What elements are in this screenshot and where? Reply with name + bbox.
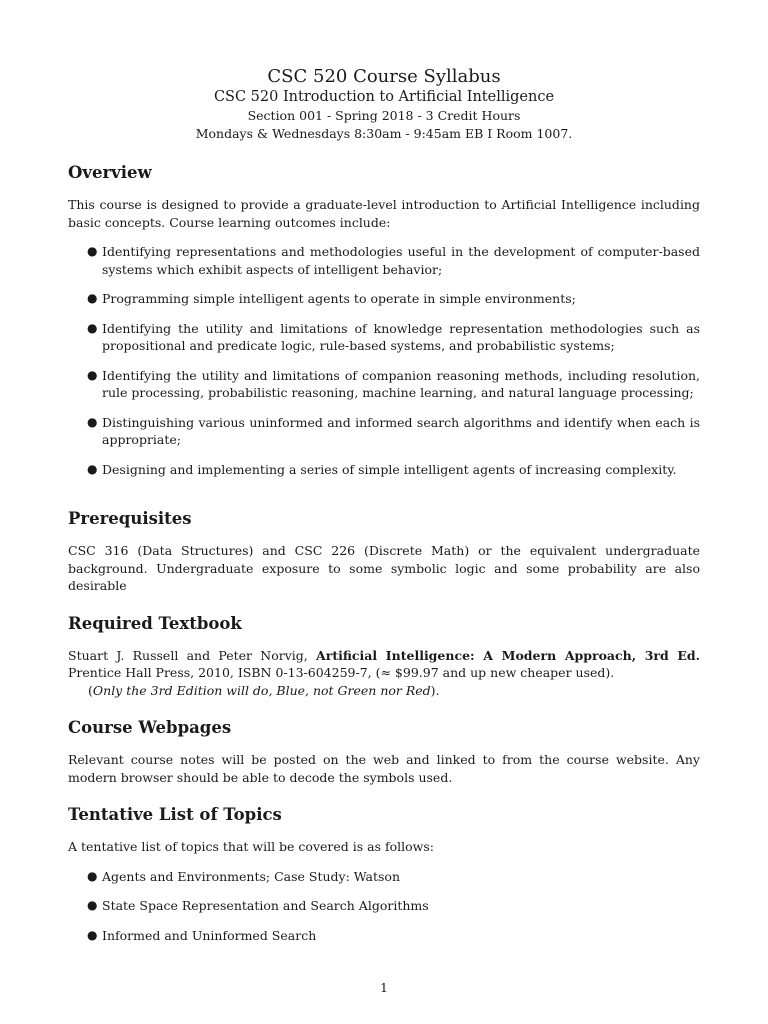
list-item: ● Distinguishing various uninformed and informed search algorithms and identify when each is appropriate; <box>87 414 700 447</box>
document-header <box>0 66 768 142</box>
document-title: CSC 520 Course Syllabus <box>267 66 501 87</box>
list-item: ● Identifying the utility and limitations of knowledge representation methodologies such as propositional and predicate logic, rule-based systems, and probabilistic systems; <box>87 320 700 353</box>
outcomes-list <box>68 243 700 478</box>
bullet-icon: ● <box>87 367 98 382</box>
schedule-info: Mondays & Wednesdays 8:30am - 9:45am EB I Room 1007. <box>195 125 573 141</box>
bullet-icon: ● <box>87 244 98 258</box>
prerequisites-section <box>68 508 700 595</box>
topics-section <box>68 804 700 944</box>
topics-list <box>68 868 700 945</box>
textbook-authors: Stuart J. Russell and Peter Norvig, <box>68 647 308 663</box>
bullet-icon: ● <box>87 927 98 942</box>
textbook-title: Artificial Intelligence: A Modern Approach, 3rd Ed. <box>316 647 701 663</box>
list-item: ● Designing and implementing a series of simple intelligent agents of increasing complexity. <box>87 461 677 477</box>
prerequisites-heading: Prerequisites <box>68 509 192 528</box>
bullet-icon: ● <box>87 414 98 429</box>
webpages-heading: Course Webpages <box>68 718 232 737</box>
bullet-icon: ● <box>87 461 98 476</box>
list-item: ● Agents and Environments; Case Study: Watson <box>87 868 400 884</box>
textbook-section <box>68 613 700 700</box>
course-name: CSC 520 Introduction to Artificial Intelligence <box>213 89 555 105</box>
bullet-icon: ● <box>87 291 98 305</box>
list-item: ● Identifying representations and methodologies useful in the development of computer-based systems which exhibit aspects of intelligent behavior; <box>87 244 700 277</box>
topics-heading: Tentative List of Topics <box>68 805 282 824</box>
document-body <box>68 162 700 956</box>
overview-heading: Overview <box>68 163 152 182</box>
textbook-heading: Required Textbook <box>68 613 242 633</box>
bullet-icon: ● <box>87 868 98 883</box>
webpages-text: Relevant course notes will be posted on the web and linked to from the course website. Any modern browser should be able to decode the symbols used. <box>68 752 700 785</box>
list-item: ● Programming simple intelligent agents to operate in simple environments; <box>87 291 576 306</box>
bullet-icon: ● <box>87 320 98 335</box>
list-item: ● Informed and Uninformed Search <box>87 927 317 943</box>
textbook-publisher: Prentice Hall Press, 2010, ISBN 0-13-604259-7, (≈ $99.97 and up new cheaper used). <box>68 665 615 680</box>
bullet-icon: ● <box>87 898 98 912</box>
list-item: ● State Space Representation and Search Algorithms <box>87 898 429 913</box>
section-info: Section 001 - Spring 2018 - 3 Credit Hours <box>247 108 521 123</box>
prerequisites-text: CSC 316 (Data Structures) and CSC 226 (Discrete Math) or the equivalent undergraduate background. Undergraduate exposure to some symbolic logic and some probability are also desirable <box>68 543 700 593</box>
list-item: ● Identifying the utility and limitations of companion reasoning methods, including resolution, rule processing, probabilistic reasoning, machine learning, and natural language processing; <box>87 367 700 400</box>
textbook-edition-note: (Only the 3rd Edition will do, Blue, not Green nor Red). <box>88 682 440 698</box>
webpages-section <box>68 717 700 786</box>
overview-intro: This course is designed to provide a graduate-level introduction to Artificial Intelligence including basic concepts. Course learning outcomes include: <box>68 197 700 230</box>
page-number: 1 <box>380 980 388 995</box>
overview-section <box>68 162 700 478</box>
textbook-citation <box>68 647 700 682</box>
topics-intro: A tentative list of topics that will be covered is as follows: <box>68 839 434 854</box>
